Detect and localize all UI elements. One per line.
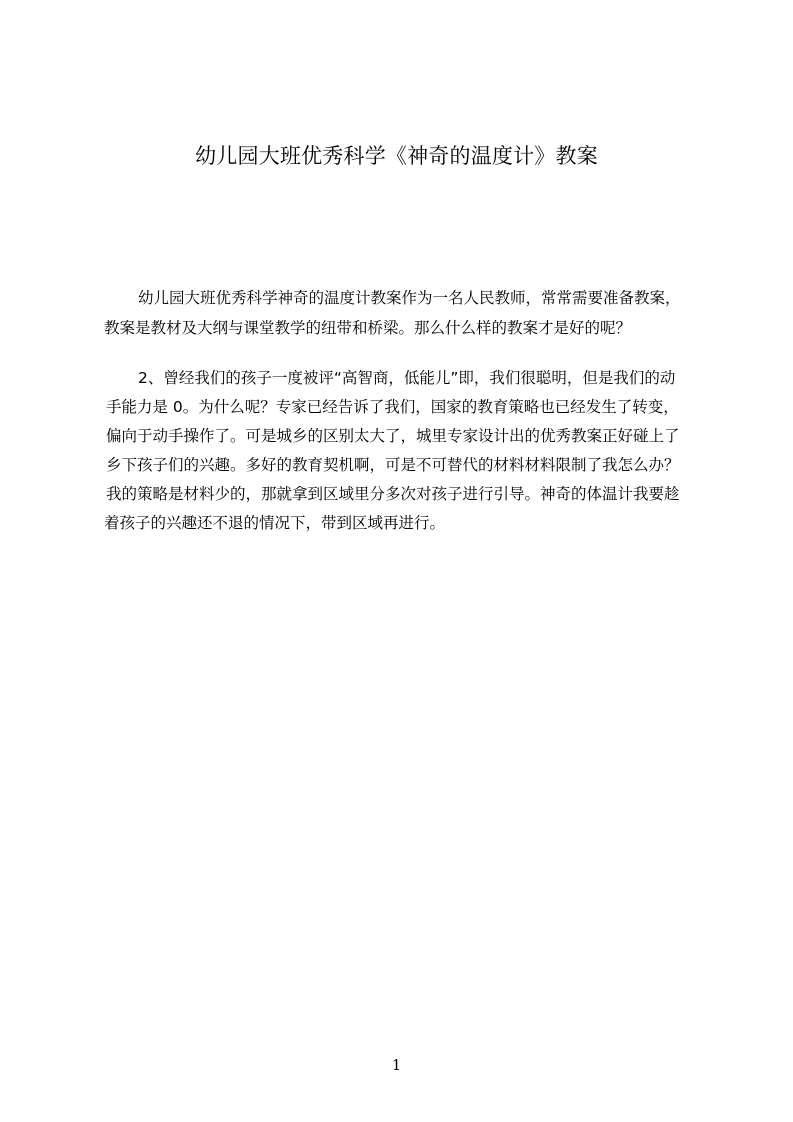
paragraph-line: 乡下孩子们的兴趣。多好的教育契机啊，可是不可替代的材料材料限制了我怎么办？	[106, 456, 680, 474]
paragraph-line: 教案是教材及大纲与课堂教学的纽带和桥梁。那么什么样的教案才是好的呢？	[104, 319, 632, 337]
paragraph-line: 偏向于动手操作了。可是城乡的区别太大了，城里专家设计出的优秀教案正好碰上了	[106, 427, 680, 445]
paragraph-line: 着孩子的兴趣还不退的情况下，带到区域再进行。	[104, 514, 446, 532]
paragraph-line: 幼儿园大班优秀科学神奇的温度计教案作为一名人民教师，常常需要准备教案，	[138, 289, 681, 307]
paragraph-line: 2、曾经我们的孩子一度被评“高智商，低能儿”即，我们很聪明，但是我们的动	[138, 369, 676, 387]
paragraph-line: 我的策略是材料少的，那就拿到区域里分多次对孩子进行引导。神奇的体温计我要趁	[106, 485, 680, 503]
document-title: 幼儿园大班优秀科学《神奇的温度计》教案	[195, 144, 598, 168]
page-number: 1	[391, 1056, 402, 1074]
paragraph-line: 手能力是 0。为什么呢？专家已经告诉了我们，国家的教育策略也已经发生了转变，	[106, 398, 679, 416]
